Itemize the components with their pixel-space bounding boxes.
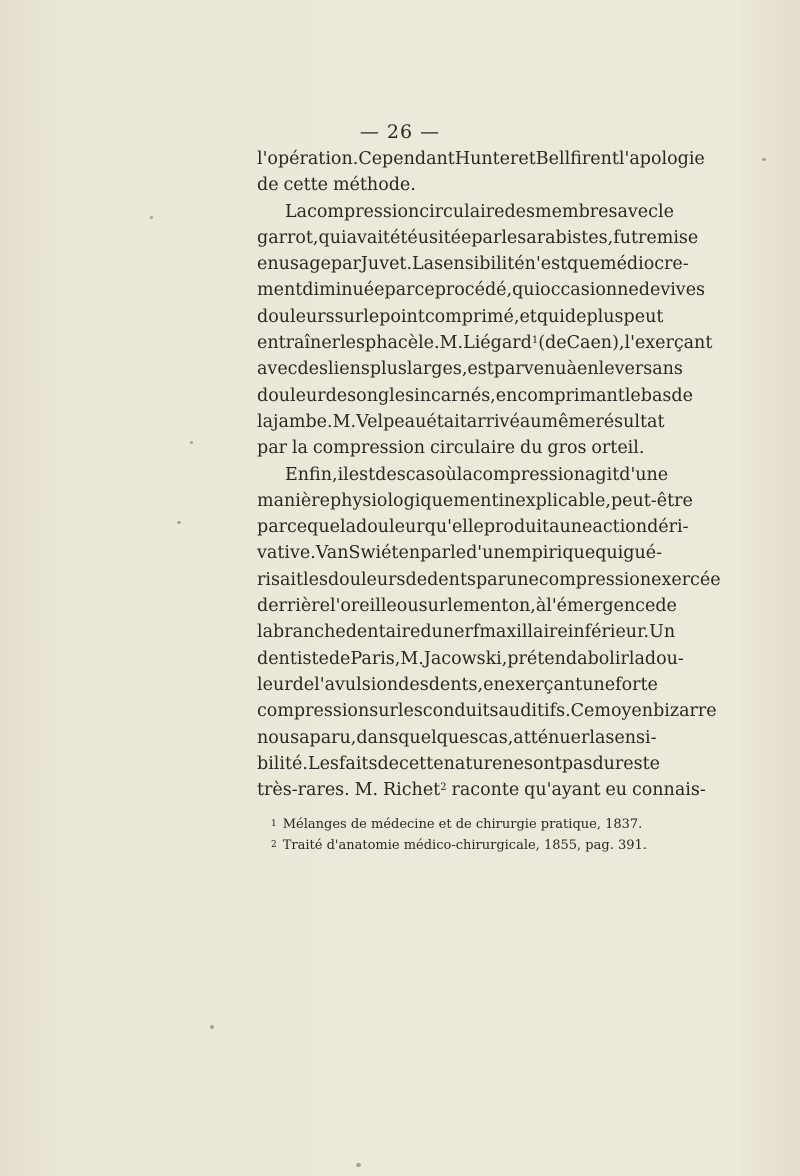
text-line: leur de l'avulsion des dents, en exerçant une forte: [257, 674, 658, 695]
body-text: [257, 146, 721, 803]
text-line: garrot, qui avait été usitée par les arabistes, fut remise: [257, 227, 699, 248]
text-line: compression sur les conduits auditifs. Ce moyen bizarre: [257, 701, 717, 722]
text-line: douleur des ongles incarnés, en comprimant le bas de: [257, 385, 693, 406]
footnote: [271, 814, 671, 835]
text-line: parce que la douleur qu'elle produit a une action déri-: [257, 517, 689, 538]
footnote-marker: 1: [271, 819, 277, 829]
text-line: avec des liens plus larges, est parvenu à enlever sans: [257, 359, 683, 380]
footnote-text: Mélanges de médecine et de chirurgie pratique, 1837.: [282, 817, 643, 832]
text-line: Enfin, il est des cas où la compression agit d'une: [285, 464, 669, 485]
text-line: derrière l'oreille ou sur le menton, à l'émergence de: [257, 596, 677, 617]
footnote: [271, 835, 671, 856]
paper-speck: [190, 441, 193, 444]
text-line: bilité. Les faits de cette nature ne sont pas du reste: [257, 753, 661, 774]
text-line: la jambe. M. Velpeau était arrivé au même résultat: [257, 411, 665, 432]
footnotes: [271, 814, 671, 856]
page-number: — 26 —: [359, 121, 441, 143]
text-line: risait les douleurs de dents par une compression exercée: [257, 569, 721, 590]
paper-speck: [177, 521, 181, 524]
paper-speck: [150, 216, 153, 219]
text-line: l'opération. Cependant Hunter et Bell firent l'apologie: [257, 149, 705, 169]
text-line: dentiste de Paris, M. Jacowski, prétend abolir la dou-: [257, 648, 684, 669]
footnote-marker: 2: [271, 840, 277, 850]
text-line: manière physiologiquement inexplicable, peut-être: [257, 490, 693, 511]
paragraph: [257, 462, 721, 804]
paper-speck: [762, 158, 766, 161]
paper-speck: [210, 1025, 214, 1029]
text-line: de cette méthode.: [257, 175, 416, 196]
footnote-text: Traité d'anatomie médico-chirurgicale, 1855, pag. 391.: [282, 838, 647, 853]
text-line: la branche dentaire du nerf maxillaire inférieur. Un: [257, 622, 676, 643]
text-line: entraîner le sphacèle. M. Liégard$^1$ (de Caen), l'exerçant: [257, 333, 713, 354]
paragraph: [257, 199, 713, 462]
text-line: très-rares. M. Richet$^2$ raconte qu'ayant eu connais-: [257, 780, 706, 801]
paper-speck: [356, 1163, 361, 1167]
text-line: en usage par Juvet. La sensibilité n'est que médiocre-: [257, 254, 689, 275]
paragraph: [257, 146, 705, 199]
text-line: douleurs sur le point comprimé, et qui de plus peut: [257, 306, 664, 327]
text-line: vative. Van Swiéten parle d'un empirique qui gué-: [257, 543, 663, 564]
text-line: La compression circulaire des membres avec le: [285, 201, 674, 222]
text-line: par la compression circulaire du gros orteil.: [257, 438, 645, 459]
text-line: nous a paru, dans quelques cas, atténuer la sensi-: [257, 727, 657, 748]
text-line: ment diminuée par ce procédé, qui occasionne de vives: [257, 280, 706, 301]
